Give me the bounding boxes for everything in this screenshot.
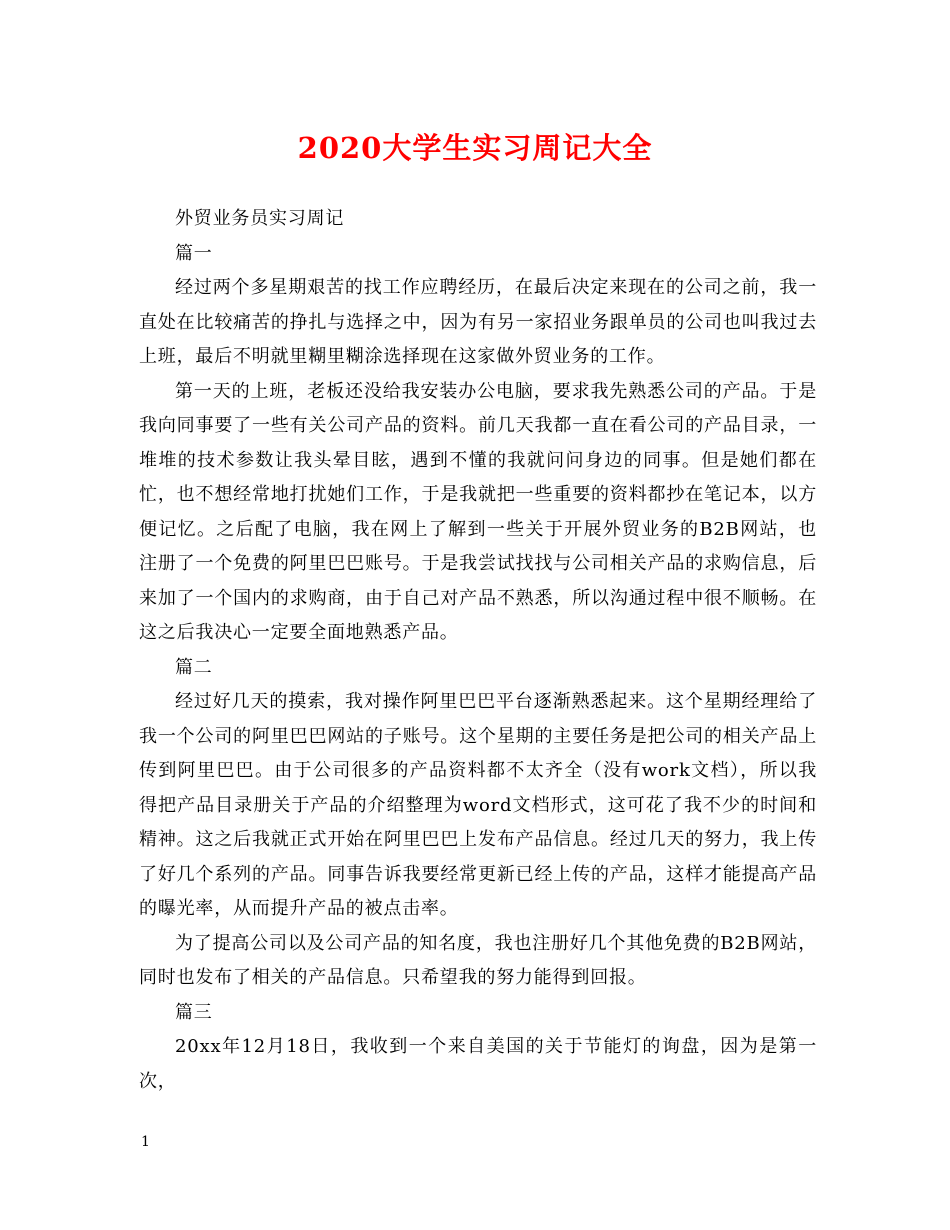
paragraph: 经过好几天的摸索，我对操作阿里巴巴平台逐渐熟悉起来。这个星期经理给了我一个公司的阿里巴巴网站的子账号。这个星期的主要任务是把公司的相关产品上传到阿里巴巴。由于公司很多的产品资料都不太齐全（没有work文档），所以我得把产品目录册关于产品的介绍整理为word文档形式，这可花了我不少的时间和精神。这之后我就正式开始在阿里巴巴上发布产品信息。经过几天的努力，我上传了好几个系列的产品。同事告诉我要经常更新已经上传的产品，这样才能提高产品的曝光率，从而提升产品的被点击率。 — [139, 691, 817, 919]
document-title: 2020大学生实习周记大全 — [297, 131, 653, 165]
chapter-label-3: 篇三 — [175, 1001, 213, 1023]
chapter-label-2: 篇二 — [175, 656, 213, 678]
section-heading: 外贸业务员实习周记 — [175, 208, 345, 229]
page-number: 1 — [141, 1134, 150, 1150]
chapter-label-1: 篇一 — [175, 242, 213, 264]
paragraph: 为了提高公司以及公司产品的知名度，我也注册好几个其他免费的B2B网站，同时也发布了相关的产品信息。只希望我的努力能得到回报。 — [139, 932, 817, 988]
document-body — [139, 202, 817, 1099]
paragraph: 第一天的上班，老板还没给我安装办公电脑，要求我先熟悉公司的产品。于是我向同事要了一些有关公司产品的资料。前几天我都一直在看公司的产品目录，一堆堆的技术参数让我头晕目眩，遇到不懂的我就问问身边的同事。但是她们都在忙，也不想经常地打扰她们工作，于是我就把一些重要的资料都抄在笔记本，以方便记忆。之后配了电脑，我在网上了解到一些关于开展外贸业务的B2B网站，也注册了一个免费的阿里巴巴账号。于是我尝试找找与公司相关产品的求购信息，后来加了一个国内的求购商，由于自己对产品不熟悉，所以沟通过程中很不顺畅。在这之后我决心一定要全面地熟悉产品。 — [139, 380, 817, 643]
paragraph: 经过两个多星期艰苦的找工作应聘经历，在最后决定来现在的公司之前，我一直处在比较痛苦的挣扎与选择之中，因为有另一家招业务跟单员的公司也叫我过去上班，最后不明就里糊里糊涂选择现在这家做外贸业务的工作。 — [139, 277, 817, 367]
paragraph: 20xx年12月18日，我收到一个来自美国的关于节能灯的询盘，因为是第一次， — [139, 1036, 817, 1092]
